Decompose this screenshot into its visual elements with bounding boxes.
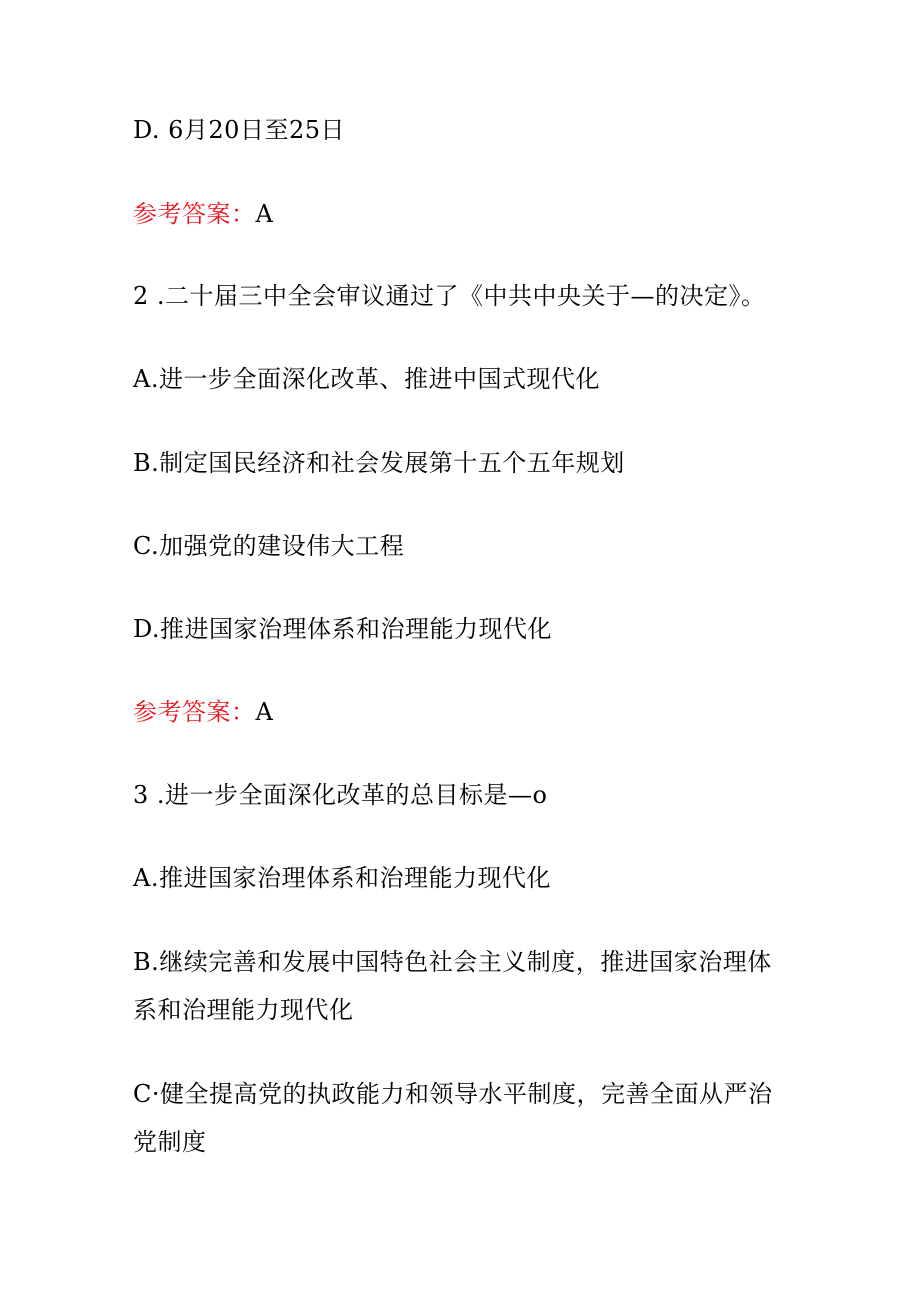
q2-option-a: A.进一步全面深化改革、推进中国式现代化 [133,365,600,393]
q2-answer [133,688,860,736]
answer-value: A [255,200,274,228]
q3-option-b: B.继续完善和发展中国特色社会主义制度，推进国家治理体系和治理能力现代化 [133,948,772,1024]
q3-option-c: C·健全提高党的执政能力和领导水平制度，完善全面从严治党制度 [133,1080,773,1156]
q2-option-d: D.推进国家治理体系和治理能力现代化 [133,615,553,643]
q3-question: 3 .进一步全面深化改革的总目标是—o [133,781,548,809]
answer-label: 参考答案： [133,698,256,726]
q1-option-d: D. 6月20日至25日 [133,116,345,144]
q1-answer [133,190,860,238]
answer-value: A [255,698,274,726]
q3-option-a: A.推进国家治理体系和治理能力现代化 [133,864,551,892]
q2-option-c: C.加强党的建设伟大工程 [133,532,405,560]
answer-label: 参考答案： [133,200,256,228]
q2-option-b: B.制定国民经济和社会发展第十五个五年规划 [133,449,625,477]
q2-question: 2 .二十届三中全会审议通过了《中共中央关于—的决定》。 [133,282,766,310]
